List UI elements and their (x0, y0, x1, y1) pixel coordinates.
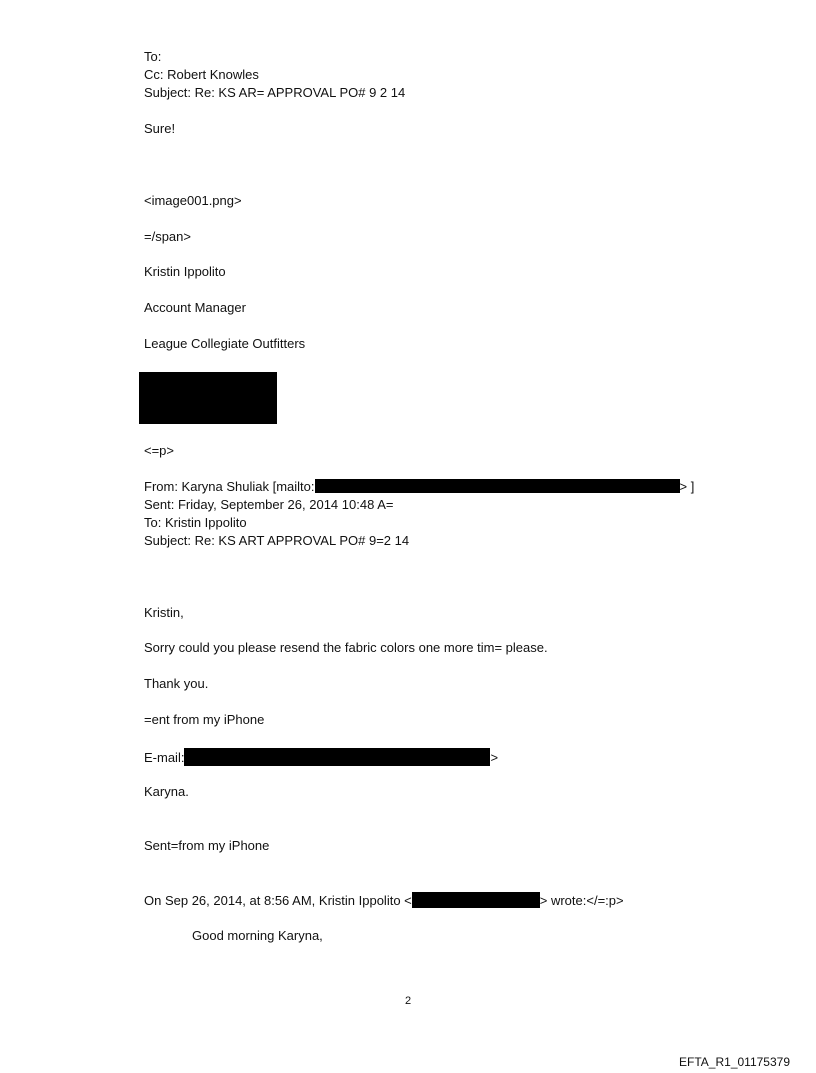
header-from-suffix: > ] (679, 479, 695, 494)
signature-title: Account Manager (144, 300, 246, 315)
header-to: To: (144, 49, 162, 64)
header2-to: To: Kristin Ippolito (144, 515, 247, 530)
header-subject: Subject: Re: KS AR= APPROVAL PO# 9 2 14 (144, 85, 406, 100)
header-from-prefix: From: Karyna Shuliak [mailto: (144, 479, 315, 494)
redaction-email-2 (184, 748, 490, 766)
body-sent-from-1: =ent from my iPhone (144, 712, 265, 727)
redaction-email (315, 479, 680, 493)
body-sent-from-2: Sent=from my iPhone (144, 838, 270, 853)
redaction-email-3 (412, 892, 540, 908)
redaction-block (139, 372, 277, 424)
body-sign-off: Karyna. (144, 784, 189, 799)
body-greeting: Kristin, (144, 605, 184, 620)
body-email (144, 748, 498, 766)
body-email-suffix: > (490, 750, 499, 765)
p-artifact: <=p> (144, 443, 175, 458)
body-thanks: Thank you. (144, 676, 209, 691)
quote-prefix: On Sep 26, 2014, at 8:56 AM, Kristin Ippolito < (144, 893, 412, 908)
span-artifact: =/span> (144, 229, 191, 244)
reply-text: Sure! (144, 121, 176, 136)
quote-header (144, 892, 624, 909)
quote-greeting: Good morning Karyna, (192, 928, 323, 943)
header-cc: Cc: Robert Knowles (144, 67, 259, 82)
header-from (144, 479, 694, 495)
body-line1: Sorry could you please resend the fabric colors one more tim= please. (144, 640, 548, 655)
signature-name: Kristin Ippolito (144, 264, 226, 279)
signature-company: League Collegiate Outfitters (144, 336, 306, 351)
quote-suffix: > wrote:</=:p> (539, 893, 624, 908)
header-sent: Sent: Friday, September 26, 2014 10:48 A= (144, 497, 394, 512)
document-id: EFTA_R1_01175379 (679, 1055, 790, 1069)
header2-subject: Subject: Re: KS ART APPROVAL PO# 9=2 14 (144, 533, 410, 548)
page-number: 2 (404, 995, 412, 1007)
body-email-prefix: E-mail: (144, 750, 185, 765)
image-placeholder: <image001.png> (144, 193, 242, 208)
